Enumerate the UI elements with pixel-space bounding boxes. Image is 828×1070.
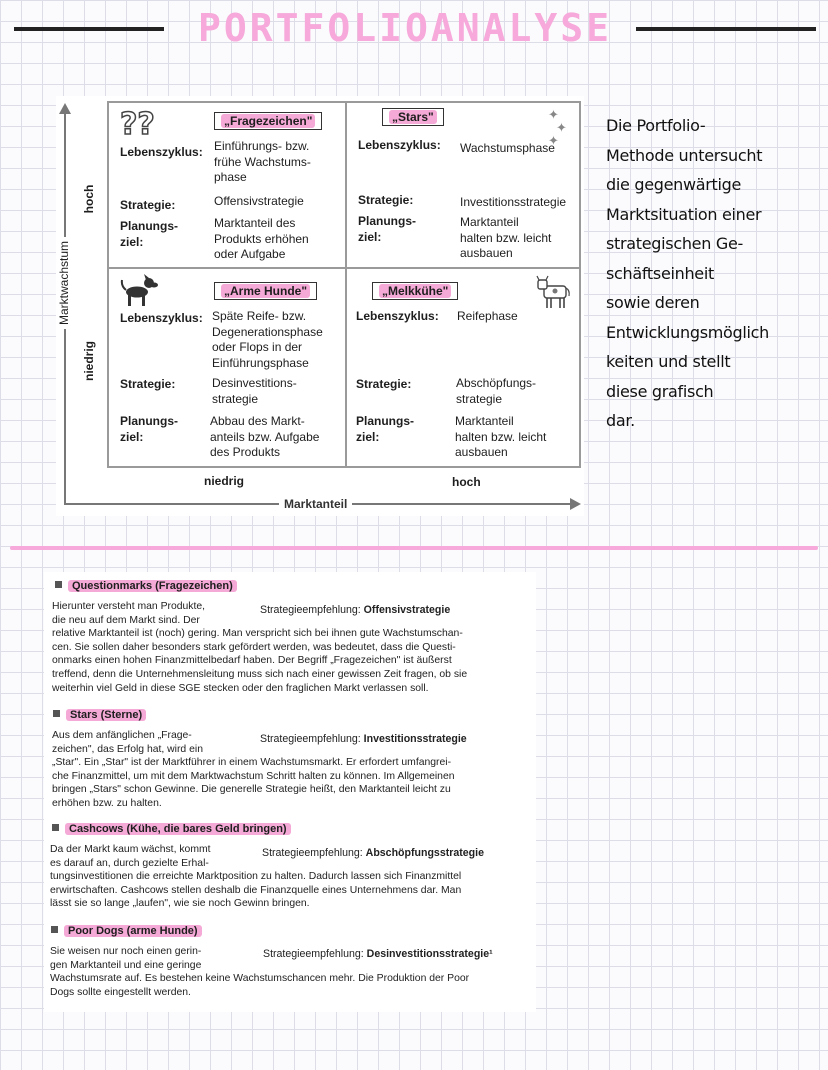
st-ziel-label: Planungs- ziel: <box>358 214 417 244</box>
rec-questionmarks: Strategieempfehlung: Offensivstrategie <box>260 604 451 616</box>
matrix-vertical-divider <box>345 103 347 466</box>
badge-fragezeichen: „Fragezeichen" <box>214 112 322 130</box>
heading-questionmarks: Questionmarks (Fragezeichen) <box>55 579 237 593</box>
hu-strategie-label: Strategie: <box>120 377 176 391</box>
rec-cashcows: Strategieempfehlung: Abschöpfungsstrategie <box>262 847 484 859</box>
fz-lebenszyklus-label: Lebenszyklus: <box>120 145 203 159</box>
hu-lebenszyklus-value: Späte Reife- bzw. Degenerationsphase oder Flops in der Einführungsphase <box>212 309 323 370</box>
y-low-label: niedrig <box>82 341 96 382</box>
y-high-label: hoch <box>82 184 96 214</box>
x-low-label: niedrig <box>204 474 245 488</box>
heading-poordogs: Poor Dogs (arme Hunde) <box>51 924 202 938</box>
cow-icon <box>536 274 572 312</box>
hu-strategie-value: Desinvestitions- strategie <box>212 376 297 406</box>
badge-stars: „Stars" <box>382 108 444 126</box>
rec-poordogs: Strategieempfehlung: Desinvestitionsstrategie¹ <box>263 948 493 960</box>
fz-lebenszyklus-value: Einführungs- bzw. frühe Wachstums- phase <box>214 139 311 184</box>
mk-lebenszyklus-value: Reifephase <box>457 309 518 323</box>
title-line-right <box>636 27 816 31</box>
title-line-left <box>14 27 164 31</box>
hu-ziel-label: Planungs- ziel: <box>120 414 179 444</box>
y-axis-arrow-icon <box>59 103 71 114</box>
section-divider <box>10 546 818 550</box>
para-cashcows: Da der Markt kaum wächst, kommt es darauf an, durch gezielte Erhal- tungsinvestitionen die erreichte Marktposition zu halten. Dadurch lassen sich Finanzmittel erwirtschaften. Cashcows stellen deshalb die Finanzquelle eines Unternehmens dar. Man lässt sie so lange „laufen", wie sie noch Gewinn bringen. <box>50 844 462 910</box>
rec-stars: Strategieempfehlung: Investitionsstrategie <box>260 733 467 745</box>
bullet-square-icon <box>53 710 60 717</box>
bullet-square-icon <box>52 824 59 831</box>
st-ziel-value: Marktanteil halten bzw. leicht ausbauen <box>460 215 552 260</box>
st-lebenszyklus-label: Lebenszyklus: <box>358 138 441 152</box>
fz-strategie-label: Strategie: <box>120 198 176 212</box>
heading-stars: Stars (Sterne) <box>53 708 146 722</box>
mk-ziel-value: Marktanteil halten bzw. leicht ausbauen <box>455 414 547 459</box>
mk-lebenszyklus-label: Lebenszyklus: <box>356 309 439 323</box>
st-strategie-label: Strategie: <box>358 193 414 207</box>
handwritten-note: Die Portfolio- Methode untersucht die gegenwärtige Marktsituation einer strategischen Ge- schäftseinheit sowie deren Entwicklungsmöglich keiten und stellt diese grafisch dar. <box>606 116 769 430</box>
fz-ziel-value: Marktanteil des Produkts erhöhen oder Aufgabe <box>214 216 309 261</box>
axis-y-label: Marktwachstum <box>57 249 71 329</box>
question-marks-icon: ?? <box>120 107 155 142</box>
x-axis-arrow-icon <box>570 498 581 510</box>
badge-melkkuehe: „Melkkühe" <box>372 282 458 300</box>
mk-ziel-label: Planungs- ziel: <box>356 414 415 444</box>
para-questionmarks: Hierunter versteht man Produkte, die neu auf dem Markt sind. Der relative Marktanteil ist (noch) gering. Man verspricht sich bei ihnen gute Wachstumschan- cen. Sie sollen daher besonders stark gefördert werden, was bedeutet, dass die Questi- onmarks einen hohen Finanzmittelbedarf haben. Der Begriff „Fragezeichen" ist äußerst treffend, denn die Unternehmensleitung muss sich nach einer gewissen Zeit fragen, ob sie weiterhin viel Geld in diese SGE stecken oder den fraglichen Markt verlassen soll. <box>52 601 468 694</box>
bullet-square-icon <box>55 581 62 588</box>
heading-cashcows: Cashcows (Kühe, die bares Geld bringen) <box>52 822 291 836</box>
fz-ziel-label: Planungs- ziel: <box>120 219 179 249</box>
matrix-horizontal-divider <box>109 267 579 269</box>
stars-icon: ✦ ✦ ✦ <box>548 107 567 148</box>
fz-strategie-value: Offensivstrategie <box>214 194 304 208</box>
mk-strategie-value: Abschöpfungs- strategie <box>456 376 537 406</box>
x-high-label: hoch <box>452 475 481 489</box>
para-stars: Aus dem anfänglichen „Frage- zeichen", das Erfolg hat, wird ein „Star". Ein „Star" ist der Marktführer in einem Wachstumsmarkt. Er erfordert umfangrei- che Finanzmittel, um mit dem Marktwachstum Schritt halten zu können. Im Allgemeinen bringen „Stars" schon Gewinne. Die generelle Strategie heißt, den Marktanteil leicht zu erhöhen bzw. zu halten. <box>52 730 455 809</box>
dog-icon <box>120 272 158 308</box>
st-strategie-value: Investitionsstrategie <box>460 195 567 209</box>
hu-ziel-value: Abbau des Markt- anteils bzw. Aufgabe des Produkts <box>210 414 320 459</box>
mk-strategie-label: Strategie: <box>356 377 412 391</box>
hu-lebenszyklus-label: Lebenszyklus: <box>120 311 203 325</box>
axis-x-label: Marktanteil <box>279 497 352 513</box>
para-poordogs: Sie weisen nur noch einen gerin- gen Marktanteil und eine geringe Wachstumsrate auf. Es bestehen keine Wachstumschancen mehr. Die Produktion der Poor Dogs sollte eingestellt werden. <box>50 946 470 998</box>
bullet-square-icon <box>51 926 58 933</box>
page-title: PORTFOLIOANALYSE <box>197 6 613 50</box>
st-lebenszyklus-value: Wachstumsphase <box>460 141 555 155</box>
badge-arme-hunde: „Arme Hunde" <box>214 282 317 300</box>
